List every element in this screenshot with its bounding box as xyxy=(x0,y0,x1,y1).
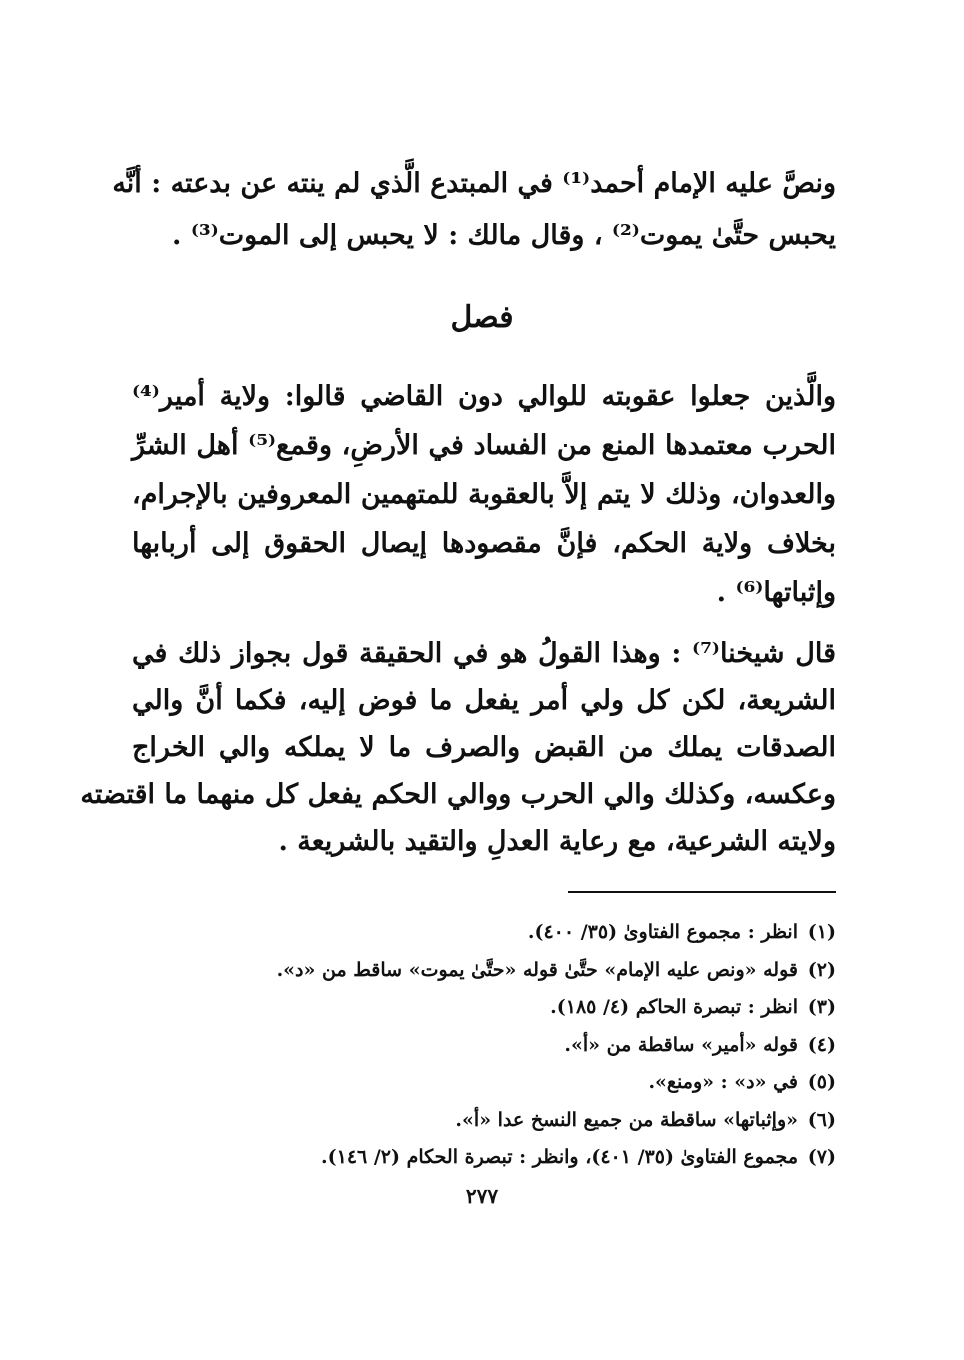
footnote-item xyxy=(116,1027,836,1065)
footnote-number: (١) xyxy=(807,921,836,943)
footnote-number: (٤) xyxy=(807,1033,836,1056)
paragraph-2-line: بخلاف ولاية الحكم، فإنَّ مقصودها إيصال الحقوق إلى أربابها xyxy=(132,528,836,559)
paragraph-1 xyxy=(112,158,836,262)
footnote-text: قوله «أمير» ساقطة من «أ». xyxy=(564,1033,798,1056)
footnote-text: انظر : تبصرة الحاكم (٤/ ١٨٥). xyxy=(550,996,798,1018)
footnote-divider xyxy=(568,891,836,893)
footnote-number: (٥) xyxy=(807,1071,836,1093)
footnotes xyxy=(116,914,836,1177)
paragraph-3-line: الصدقات يملك من القبض والصرف ما لا يملكه والي الخراج xyxy=(132,732,836,763)
page-number: ٢٧٧ xyxy=(465,1184,499,1208)
footnote-item xyxy=(116,1139,836,1177)
paragraph-2-line: والَّذين جعلوا عقوبته للوالي دون القاضي قالوا: ولاية أمير⁽⁴⁾ xyxy=(132,381,836,412)
paragraph-3-line: وعكسه، وكذلك والي الحرب ووالي الحكم يفعل كل منهما ما اقتضته xyxy=(80,779,836,810)
footnote-number: (٢) xyxy=(807,958,836,981)
footnote-text: «وإثباتها» ساقطة من جميع النسخ عدا «أ». xyxy=(455,1108,798,1131)
paragraph-2-line: والعدوان، وذلك لا يتم إلاَّ بالعقوبة للمتهمين المعروفين بالإجرام، xyxy=(132,479,836,510)
paragraph-3-line: ولايته الشرعية، مع رعاية العدلِ والتقيد بالشريعة . xyxy=(278,826,836,857)
footnote-item xyxy=(116,989,836,1027)
footnote-item xyxy=(116,1064,836,1102)
paragraph-1-line: ونصَّ عليه الإمام أحمد⁽¹⁾ في المبتدع الَّذي لم ينته عن بدعته : أنَّه xyxy=(112,168,836,199)
paragraph-3-line: قال شيخنا⁽⁷⁾ : وهذا القولُ هو في الحقيقة قول بجواز ذلك في xyxy=(132,638,836,669)
footnote-item xyxy=(116,914,836,952)
paragraph-2 xyxy=(132,372,836,617)
footnote-item xyxy=(116,1102,836,1140)
footnote-number: (٦) xyxy=(807,1108,836,1131)
footnote-text: انظر : مجموع الفتاوىٰ (٣٥/ ٤٠٠). xyxy=(527,921,798,943)
footnote-text: في «د» : «ومنع». xyxy=(648,1071,798,1093)
footnote-number: (٧) xyxy=(807,1146,836,1168)
footnote-item xyxy=(116,952,836,990)
paragraph-1-line: يحبس حتَّىٰ يموت⁽²⁾ ، وقال مالك : لا يحبس إلى الموت⁽³⁾ . xyxy=(172,220,836,251)
paragraph-2-line: وإثباتها⁽⁶⁾ . xyxy=(716,577,836,608)
paragraph-2-line: الحرب معتمدها المنع من الفساد في الأرضِ، وقمع⁽⁵⁾ أهل الشرِّ xyxy=(132,430,836,461)
paragraph-3-line: الشريعة، لكن كل ولي أمر يفعل ما فوض إليه، فكما أنَّ والي xyxy=(132,685,836,716)
section-heading: فصل xyxy=(450,300,514,335)
footnote-text: قوله «ونص عليه الإمام» حتَّىٰ قوله «حتَّىٰ يموت» ساقط من «د». xyxy=(276,958,798,981)
paragraph-3 xyxy=(80,630,836,865)
footnote-number: (٣) xyxy=(807,996,836,1018)
footnote-text: مجموع الفتاوىٰ (٣٥/ ٤٠١)، وانظر : تبصرة الحكام (٢/ ١٤٦). xyxy=(321,1146,798,1168)
